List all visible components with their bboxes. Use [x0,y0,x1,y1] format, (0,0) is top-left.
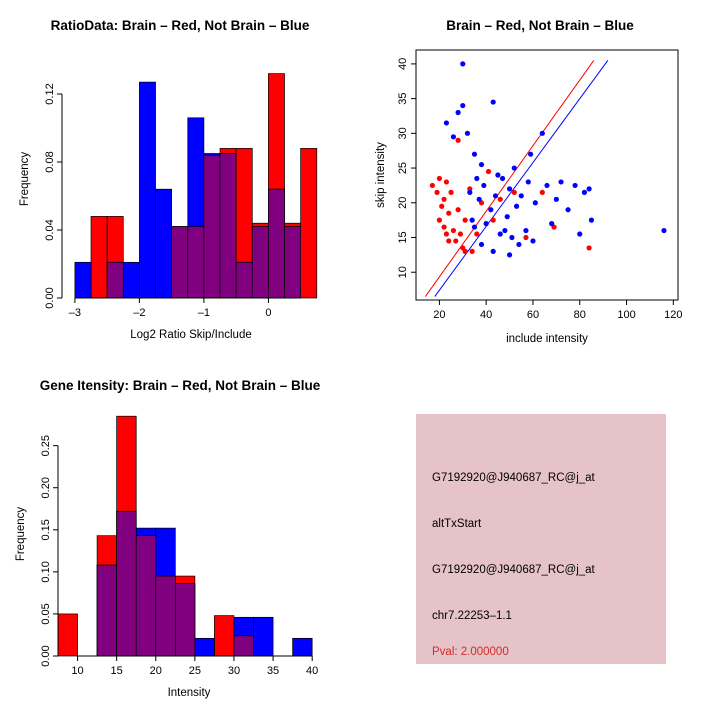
scatter-point [523,228,528,233]
scatter-point [465,131,470,136]
histogram-bar-overlap [285,227,301,298]
scatter-point [456,110,461,115]
scatter-panel [360,0,720,360]
scatter-point [458,231,463,236]
x-tick-label: 100 [617,309,636,321]
scatter-point [437,218,442,223]
scatter-point [467,190,472,195]
axes [397,58,683,321]
scatter-point [441,197,446,202]
x-tick-label: 20 [433,309,446,321]
x-tick-label: 80 [573,309,586,321]
histogram-bar-overlap [136,536,156,656]
scatter-point [439,204,444,209]
scatter-point [486,169,491,174]
x-axis-label: include intensity [506,333,588,345]
y-tick-label: 25 [397,161,409,175]
histogram-bar [91,216,107,298]
scatter-point [502,228,507,233]
scatter-point [448,190,453,195]
probe-id-label-2: G7192920@J940687_RC@j_at [432,564,595,576]
scatter-point [441,224,446,229]
scatter-point [444,120,449,125]
scatter-point [474,231,479,236]
plot-area [44,74,317,319]
histogram-bar [123,262,139,298]
scatter-point [484,221,489,226]
y-axis-label: Frequency [15,506,27,562]
histogram-bar [254,617,274,656]
histogram-bar-overlap [175,584,195,656]
info-panel [360,360,720,720]
scatter-point [544,183,549,188]
scatter-point [456,138,461,143]
y-tick-label: 0.12 [44,83,56,105]
probe-id-label: G7192920@J940687_RC@j_at [432,472,595,484]
scatter-point [587,245,592,250]
scatter-point [460,103,465,108]
scatter-point [498,231,503,236]
scatter-point [512,165,517,170]
histogram-bar [156,189,172,298]
scatter-point [530,238,535,243]
scatter-plot [360,0,720,360]
scatter-point [554,197,559,202]
scatter-point [549,221,554,226]
histogram-bar-overlap [107,262,123,298]
histogram-bar [58,614,78,656]
scatter-point [451,134,456,139]
scatter-point [498,197,503,202]
x-tick-label: 120 [664,309,683,321]
scatter-point [572,183,577,188]
scatter-point [505,214,510,219]
scatter-point [460,61,465,66]
scatter-point [587,186,592,191]
x-tick-label: –3 [68,307,82,319]
scatter-point [495,172,500,177]
x-tick-label: –2 [133,307,146,319]
scatter-point [577,231,582,236]
scatter-point [507,252,512,257]
histogram-bar [301,148,317,298]
scatter-point [491,218,496,223]
y-tick-label: 0.10 [40,561,52,583]
plot-frame [416,50,678,300]
gene-histogram-title: Gene Itensity: Brain – Red, Not Brain – Blue [39,378,321,393]
scatter-point [437,176,442,181]
histogram-bar [139,82,155,298]
scatter-point [565,207,570,212]
scatter-point [493,193,498,198]
histogram-bar-overlap [156,576,176,656]
scatter-point [481,183,486,188]
y-axis-label: Frequency [19,151,31,207]
y-tick-label: 30 [397,127,409,140]
histogram-bar-overlap [204,155,220,298]
y-tick-label: 0.25 [40,434,52,457]
histogram-bar-overlap [252,227,268,298]
x-tick-label: 30 [227,665,241,677]
scatter-point [456,207,461,212]
scatter-point [526,179,531,184]
y-tick-label: 20 [397,196,409,209]
scatter-point [479,242,484,247]
y-axis-label: skip intensity [375,142,387,208]
histogram-bar-overlap [236,262,252,298]
ratio-histogram-plot [0,0,360,360]
scatter-point [446,211,451,216]
y-tick-label: 0.15 [40,519,52,541]
y-tick-label: 0.00 [40,645,52,667]
locus-label: chr7.22253–1.1 [432,610,512,622]
scatter-point [479,162,484,167]
scatter-point [507,186,512,191]
scatter-point [488,207,493,212]
scatter-point [434,190,439,195]
scatter-point [540,190,545,195]
histogram-bar [214,616,234,656]
x-tick-label: 25 [188,665,201,677]
scatter-point [470,249,475,254]
scatter-point [516,242,521,247]
x-tick-label: 40 [306,665,319,677]
y-tick-label: 0.00 [44,287,56,309]
x-tick-label: 40 [480,309,493,321]
red-line [425,60,593,296]
x-axis-label: Intensity [167,687,211,699]
scatter-point [463,218,468,223]
histogram-bar [75,262,91,298]
ratio-histogram-title: RatioData: Brain – Red, Not Brain – Blue [50,18,310,33]
scatter-point [453,238,458,243]
histogram-bar-overlap [97,565,117,656]
x-tick-label: 0 [265,307,272,319]
x-tick-label: –1 [197,307,211,319]
scatter-point [519,193,524,198]
plot-area [40,416,318,677]
histogram-bar [195,638,215,656]
scatter-point [444,231,449,236]
histogram-bar-overlap [220,154,236,299]
scatter-point [589,218,594,223]
y-tick-label: 40 [397,57,409,71]
scatter-point [491,249,496,254]
scatter-point [430,183,435,188]
annotation-box [416,414,666,664]
y-tick-label: 0.05 [40,603,52,625]
scatter-point [444,179,449,184]
scatter-title: Brain – Red, Not Brain – Blue [446,18,634,33]
x-tick-label: 15 [110,665,123,677]
x-tick-label: 20 [149,665,162,677]
x-tick-label: 60 [526,309,540,321]
scatter-point [558,179,563,184]
gene-histogram-plot [0,360,360,720]
scatter-point [472,152,477,157]
histogram-bar-overlap [117,511,137,656]
ratio-histogram-panel [0,0,360,360]
y-tick-label: 0.04 [44,219,56,241]
scatter-point [463,249,468,254]
y-tick-label: 10 [397,266,409,279]
scatter-point [472,224,477,229]
x-tick-label: 10 [71,665,84,677]
scatter-point [500,176,505,181]
scatter-point [470,218,475,223]
x-axis-label: Log2 Ratio Skip/Include [130,329,252,341]
scatter-point [523,235,528,240]
scatter-point [451,228,456,233]
scatter-point [509,235,514,240]
y-tick-label: 0.20 [40,477,52,499]
scatter-point [477,197,482,202]
event-type-label: altTxStart [432,518,482,530]
scatter-point [474,176,479,181]
scatter-point [540,131,545,136]
histogram-bar [293,638,313,656]
blue-line [435,60,608,296]
histogram-bar-overlap [268,189,284,298]
scatter-point [661,228,666,233]
scatter-point [512,190,517,195]
pval-label: Pval: 2.000000 [432,646,509,658]
y-tick-label: 35 [397,92,409,105]
scatter-point [582,190,587,195]
scatter-point [514,204,519,209]
scatter-point [528,152,533,157]
histogram-bar-overlap [172,227,188,298]
scatter-point [491,99,496,104]
x-tick-label: 35 [266,665,280,677]
gene-histogram-panel [0,360,360,720]
plot-area [397,50,683,321]
histogram-bar-overlap [234,636,254,656]
y-tick-label: 15 [397,231,409,244]
scatter-point [533,200,538,205]
histogram-bar-overlap [188,227,204,298]
scatter-point [446,238,451,243]
y-tick-label: 0.08 [44,151,56,173]
